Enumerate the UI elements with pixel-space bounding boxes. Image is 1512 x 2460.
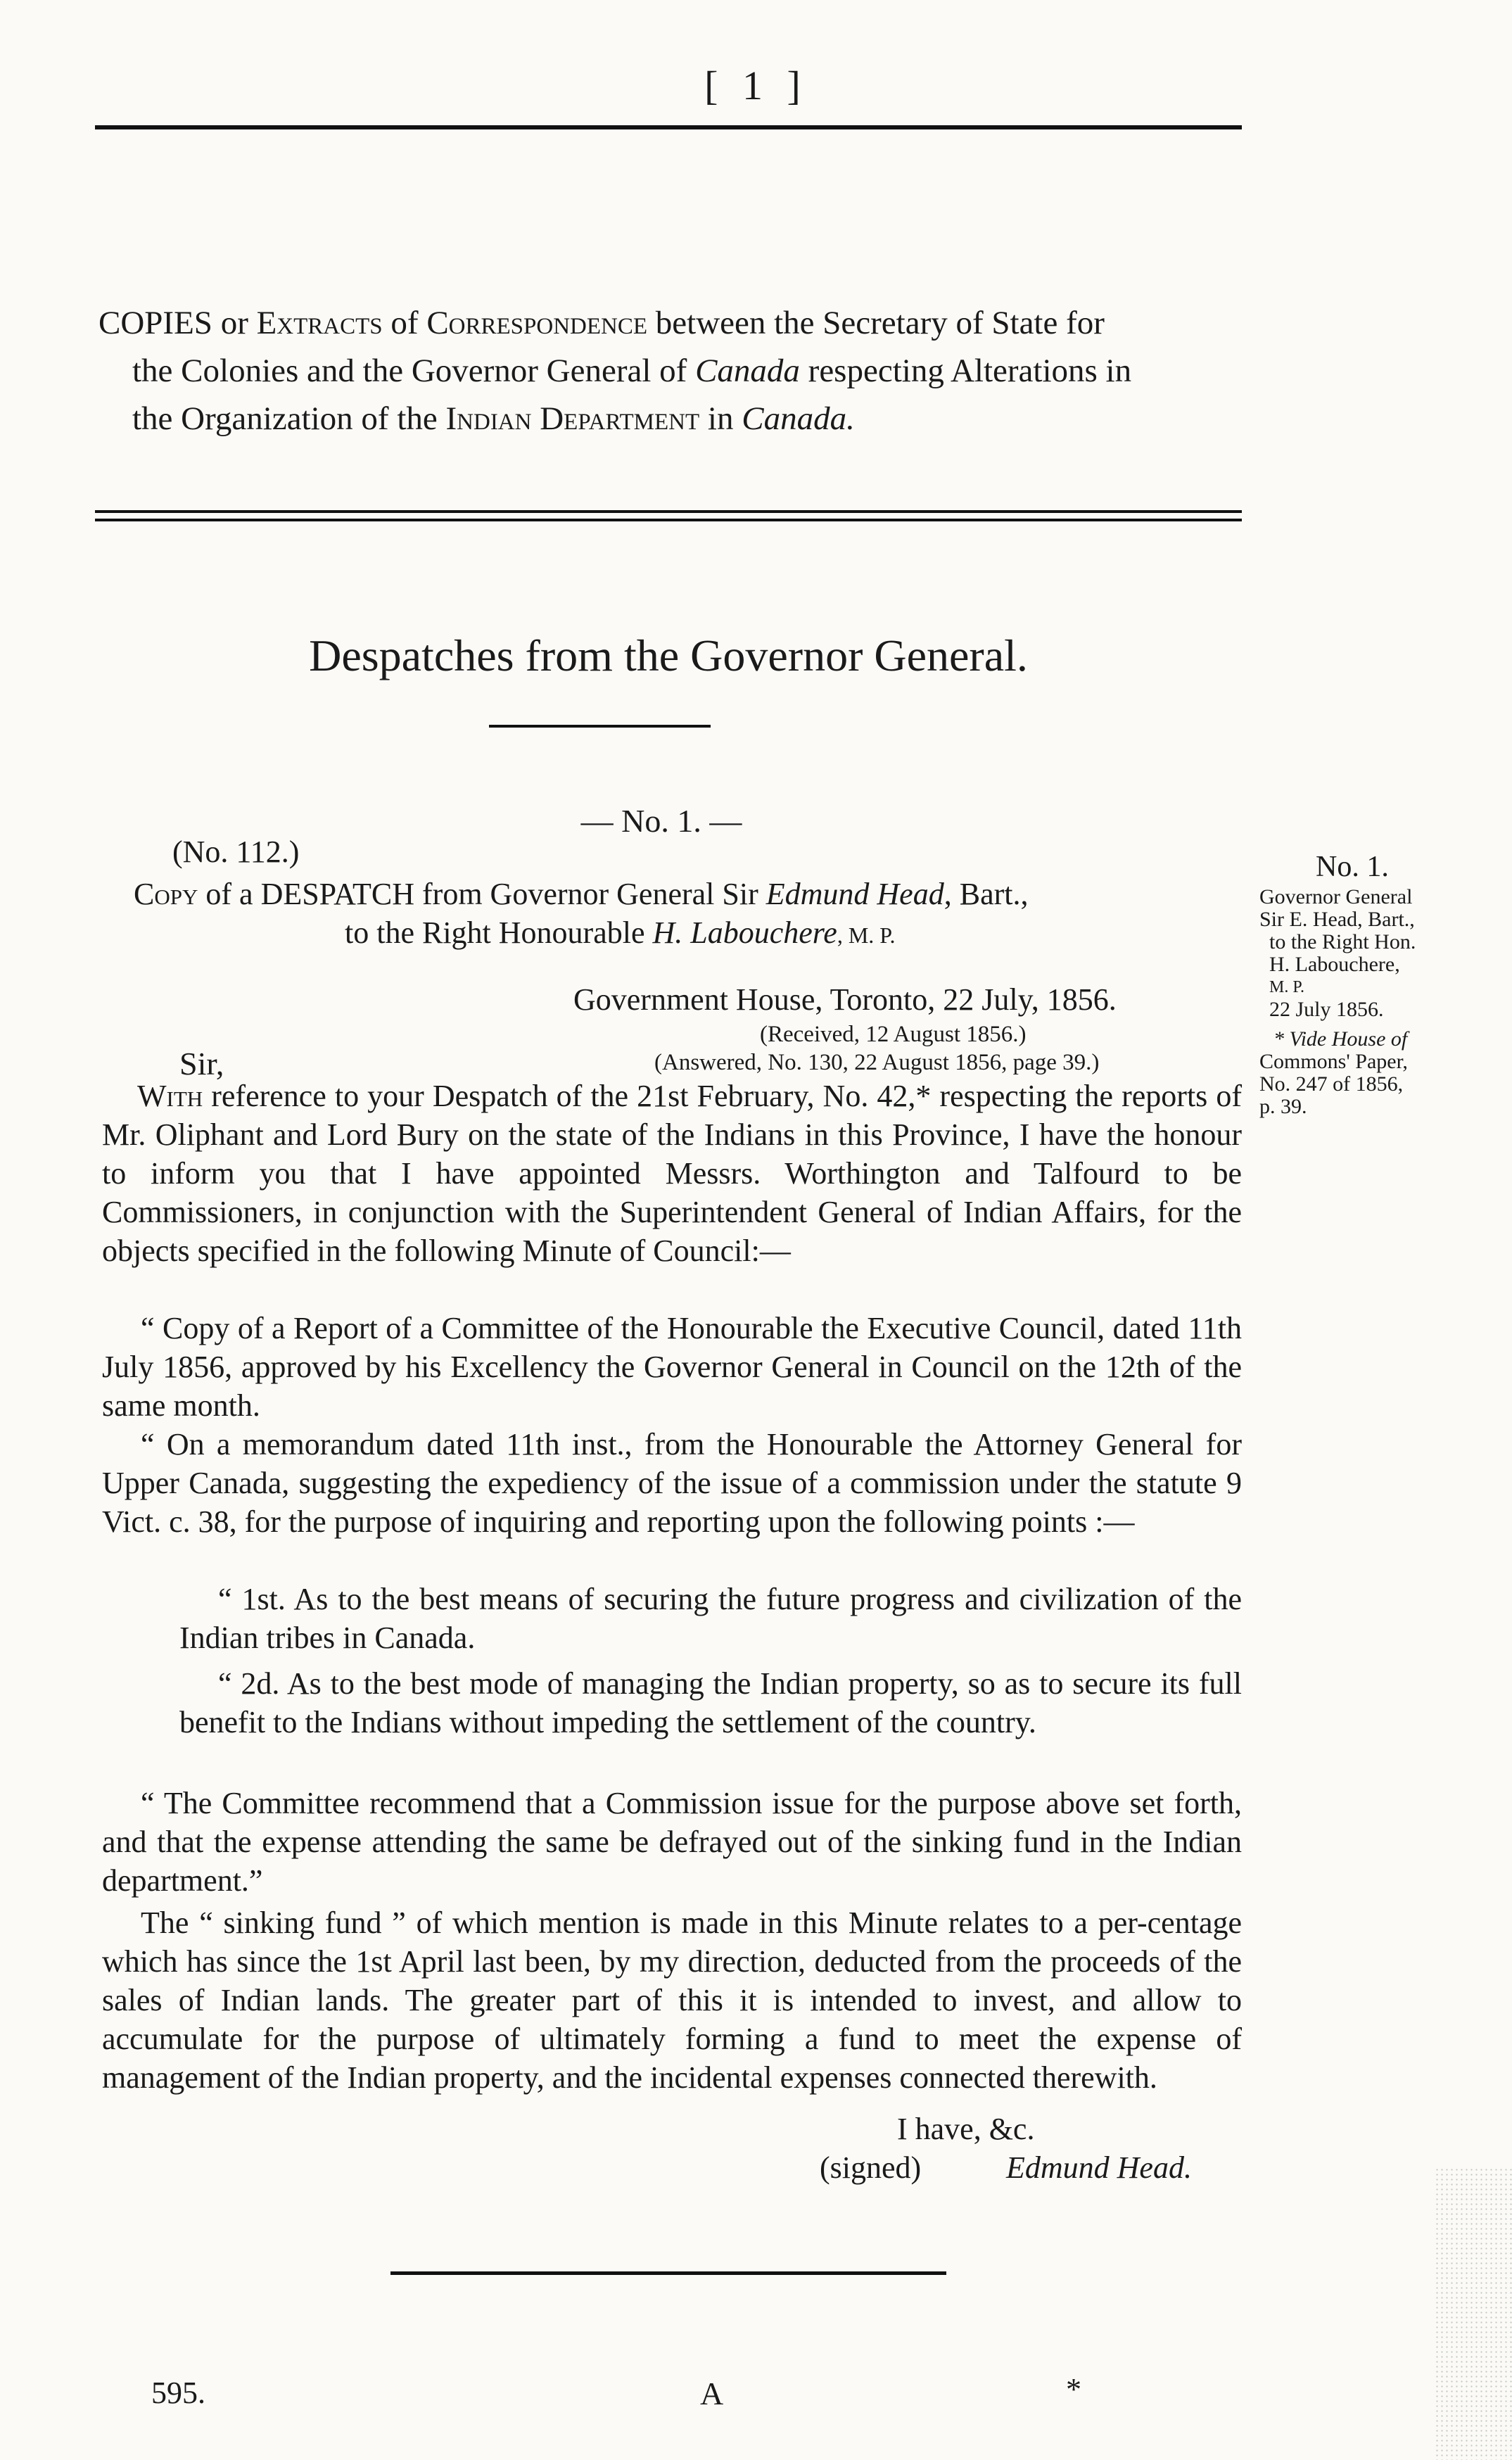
despatch-received: (Received, 12 August 1856.) — [760, 1022, 1027, 1047]
title-rule-bottom — [95, 519, 1242, 521]
margin-note: No. 1. Governor General Sir E. Head, Bart., to the Right Hon. H. Labouchere, M. P. 22 July 1856. * Vide House of Commons' Paper, No. 247 of 1856, p. 39. — [1259, 848, 1499, 1118]
despatch-to-line: to the Right Honourable H. Labouchere, M. P. — [345, 915, 896, 950]
page-number-header: [ 1 ] — [704, 63, 808, 108]
margin-no: No. 1. — [1316, 851, 1389, 883]
closing-i-have: I have, &c. — [897, 2112, 1035, 2146]
despatch-ref-no: (No. 112.) — [172, 835, 300, 869]
closing-signatory: Edmund Head. — [1006, 2150, 1192, 2185]
title-line-1: COPIES or Extracts of Correspondence between the Secretary of State for — [99, 305, 1105, 341]
paragraph-point-2d: “ 2d. As to the best mode of managing the Indian property, so as to secure its full benefit to the Indians without impeding the settlement of the country. — [179, 1666, 1242, 1739]
title-line-3: the Organization of the Indian Department in Canada. — [132, 400, 855, 437]
footer-asterisk: * — [1066, 2372, 1081, 2407]
section-heading-rule — [489, 725, 711, 728]
title-rule-top — [95, 510, 1242, 513]
despatch-copy-line: Copy of a DESPATCH from Governor General Sir Edmund Head, Bart., — [134, 877, 1029, 911]
scan-edge-noise — [1435, 2167, 1512, 2460]
paragraph-point-1st: “ 1st. As to the best means of securing the future progress and civilization of the Indian tribes in Canada. — [179, 1582, 1242, 1655]
despatch-salutation: Sir, — [179, 1046, 224, 1082]
title-line-2: the Colonies and the Governor General of Canada respecting Alterations in — [132, 353, 1132, 389]
margin-footnote: * Vide House of Commons' Paper, No. 247 of 1856, p. 39. — [1259, 1027, 1408, 1118]
despatch-place-date: Government House, Toronto, 22 July, 1856. — [573, 982, 1117, 1017]
section-heading: Despatches from the Governor General. — [309, 630, 1028, 680]
despatch-answered: (Answered, No. 130, 22 August 1856, page 39.) — [654, 1050, 1100, 1075]
footer-signature-mark: A — [700, 2376, 724, 2411]
paragraph-copy-of-report: “ Copy of a Report of a Committee of the Honourable the Executive Council, dated 11th July 1856, approved by his Excellency the Governor General in Council on the 12th of the same month. — [102, 1311, 1242, 1423]
header-rule — [95, 125, 1242, 129]
closing-signed: (signed) — [820, 2150, 922, 2185]
paragraph-sinking-fund: The “ sinking fund ” of which mention is made in this Minute relates to a per-centage which has since the 1st April last been, by my direction, deducted from the proceeds of the sales of Indian lands. The greater part of this it is intended to invest, and allow to accumulate for the purpose of ultimately forming a fund to meet the expense of management of the Indian property, and the incidental expenses connected therewith. — [102, 1906, 1242, 2095]
paragraph-committee-recommend: “ The Committee recommend that a Commission issue for the purpose above set forth, and that the expense attending the same be defrayed out of the sinking fund in the Indian department.” — [102, 1786, 1242, 1898]
closing-rule — [390, 2271, 946, 2275]
paragraph-with-reference: With reference to your Despatch of the 21st February, No. 42,* respecting the reports of Mr. Oliphant and Lord Bury on the state of the Indians in this Province, I have the honour to inform you that I have appointed Messrs. Worthington and Talfourd to be Commissioners, in conjunction with the Superintendent General of Indian Affairs, for the objects specified in the following Minute of Council:— — [102, 1079, 1242, 1268]
paragraph-memorandum: “ On a memorandum dated 11th inst., from the Honourable the Attorney General for Upper Canada, suggesting the expediency of the issue of a commission under the statute 9 Vict. c. 38, for the purpose of inquiring and reporting upon the following points :— — [102, 1427, 1242, 1539]
despatch-number-heading: — No. 1. — — [580, 803, 742, 839]
footer-document-number: 595. — [151, 2376, 205, 2410]
document-title — [99, 299, 1245, 443]
